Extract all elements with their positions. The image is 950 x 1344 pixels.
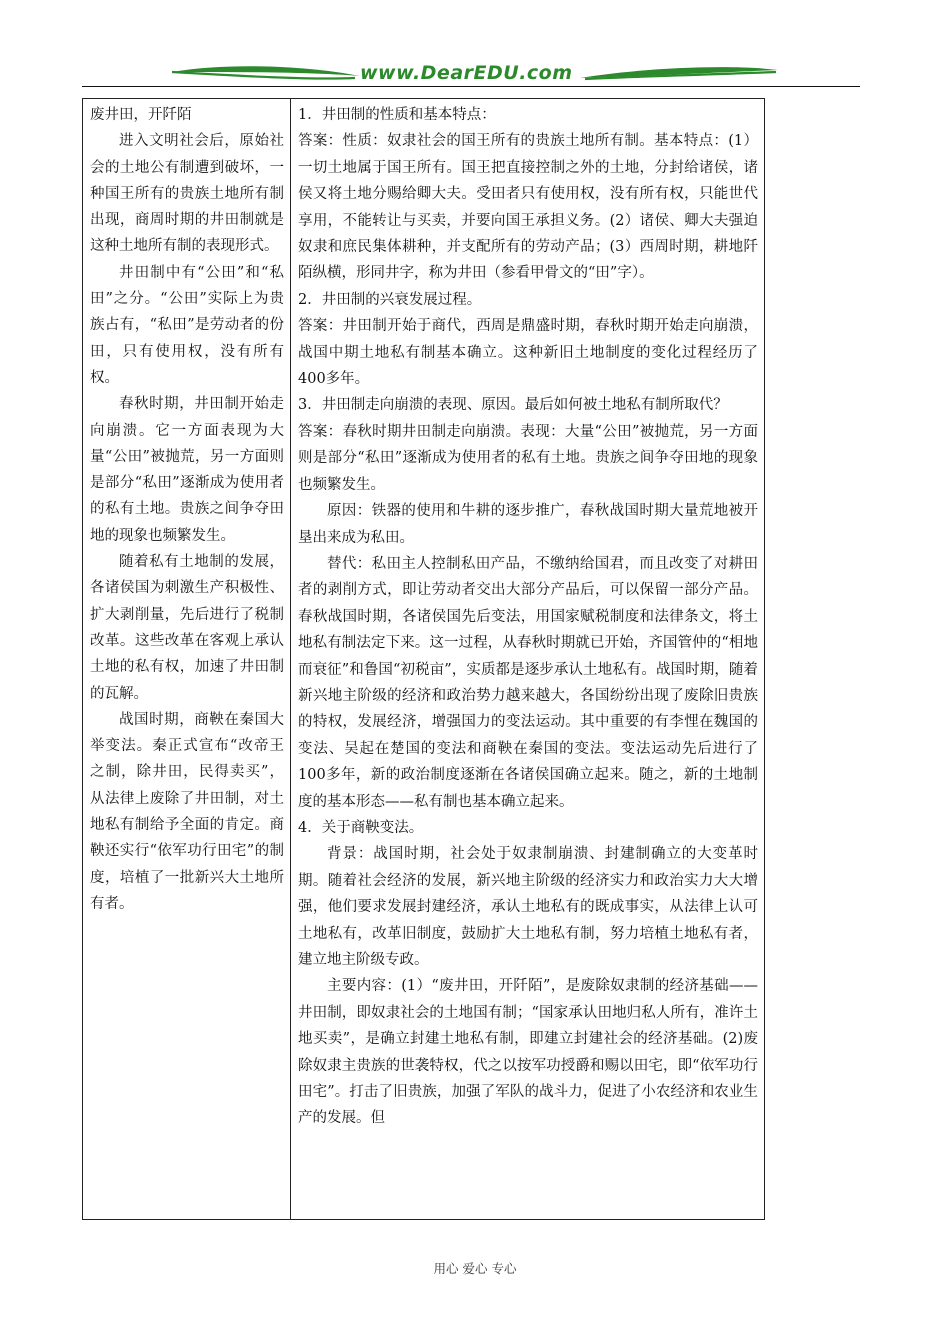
left-paragraph: 进入文明社会后，原始社会的土地公有制遭到破坏，一种国王所有的贵族土地所有制出现，商周时期的井田制就是这种土地所有制的表现形式。 xyxy=(90,133,284,255)
logo-text: www.DearEDU.com xyxy=(360,62,573,84)
header-rule xyxy=(82,86,860,87)
answer-4-background: 背景：战国时期，社会处于奴隶制崩溃、封建制确立的大变革时期。随着社会经济的发展，新兴地主阶级的经济实力和政治实力大大增强，他们要求发展封建经济，承认土地私有的既成事实，从法律上认可土地私有，改革旧制度，鼓励扩大土地私有制，努力培植土地私有者，建立地主阶级专政。 xyxy=(298,846,758,968)
left-column xyxy=(83,99,291,1220)
answer-1: 答案：性质：奴隶社会的国王所有的贵族土地所有制。基本特点：(1）一切土地属于国王所有。国王把直接控制之外的土地，分封给诸侯，诸侯又将土地分赐给卿大夫。受田者只有使用权，没有所有权，只能世代享用，不能转让与买卖，并要向国王承担义务。(2）诸侯、卿大夫强迫奴隶和庶民集体耕种，并支配所有的劳动产品；(3）西周时期，耕地阡陌纵横，形同井字，称为井田（参看甲骨文的“田”字）。 xyxy=(298,133,758,282)
page-footer: 用心 爱心 专心 xyxy=(433,1261,517,1276)
answer-2: 答案：井田制开始于商代，西周是鼎盛时期，春秋时期开始走向崩溃，战国中期土地私有制基本确立。这种新旧土地制度的变化过程经历了400多年。 xyxy=(298,318,758,388)
left-paragraph: 战国时期，商鞅在秦国大举变法。秦正式宣布“改帝王之制，除井田，民得卖买”，从法律上废除了井田制，对土地私有制给予全面的肯定。商鞅还实行“依军功行田宅”的制度，培植了一批新兴大土地所有者。 xyxy=(90,711,284,912)
right-column xyxy=(291,99,765,1220)
answer-3: 答案：春秋时期井田制走向崩溃。表现：大量“公田”被抛荒，另一方面则是部分“私田”逐渐成为使用者的私有土地。贵族之间争夺田地的现象也频繁发生。 xyxy=(298,423,758,493)
question-4: 4．关于商鞅变法。 xyxy=(298,819,424,836)
left-paragraph: 随着私有土地制的发展，各诸侯国为刺激生产积极性、扩大剥削量，先后进行了税制改革。这些改革在客观上承认土地的私有权，加速了井田制的瓦解。 xyxy=(90,554,284,702)
content-table xyxy=(82,98,765,1220)
left-title: 废井田，开阡陌 xyxy=(90,107,192,123)
left-paragraph: 春秋时期，井田制开始走向崩溃。它一方面表现为大量“公田”被抛荒，另一方面则是部分“私田”逐渐成为使用者的私有土地。贵族之间争夺田地的现象也频繁发生。 xyxy=(90,396,284,544)
question-3: 3．井田制走向崩溃的表现、原因。最后如何被土地私有制所取代？ xyxy=(298,397,728,414)
question-1: 1．井田制的性质和基本特点： xyxy=(298,107,496,123)
left-paragraph: 井田制中有“公田”和“私田”之分。“公田”实际上为贵族占有，“私田”是劳动者的份田，只有使用权，没有所有权。 xyxy=(90,264,284,386)
answer-4-content: 主要内容：(1）“废井田，开阡陌”，是废除奴隶制的经济基础——井田制，即奴隶社会的土地国有制；“国家承认田地归私人所有，准许土地买卖”，是确立封建土地私有制，即建立封建社会的经济基础。(2)废除奴隶主贵族的世袭特权，代之以按军功授爵和赐以田宅，即“依军功行田宅”。打击了旧贵族，加强了军队的战斗力，促进了小农经济和农业生产的发展。但 xyxy=(298,978,758,1127)
question-2: 2．井田制的兴衰发展过程。 xyxy=(298,291,482,308)
answer-3-reason: 原因：铁器的使用和牛耕的逐步推广，春秋战国时期大量荒地被开垦出来成为私田。 xyxy=(298,503,758,546)
answer-3-replace: 替代：私田主人控制私田产品，不缴纳给国君，而且改变了对耕田者的剥削方式，即让劳动者交出大部分产品后，可以保留一部分产品。春秋战国时期，各诸侯国先后变法，用国家赋税制度和法律条文，将土地私有制法定下来。这一过程，从春秋时期就已开始，齐国管仲的“相地而衰征”和鲁国“初税亩”，实质都是逐步承认土地私有。战国时期，随着新兴地主阶级的经济和政治势力越来越大，各国纷纷出现了废除旧贵族的特权，发展经济，增强国力的变法运动。其中重要的有李悝在魏国的变法、吴起在楚国的变法和商鞅在秦国的变法。变法运动先后进行了100多年，新的政治制度逐渐在各诸侯国确立起来。随之，新的土地制度的基本形态——私有制也基本确立起来。 xyxy=(298,555,758,810)
